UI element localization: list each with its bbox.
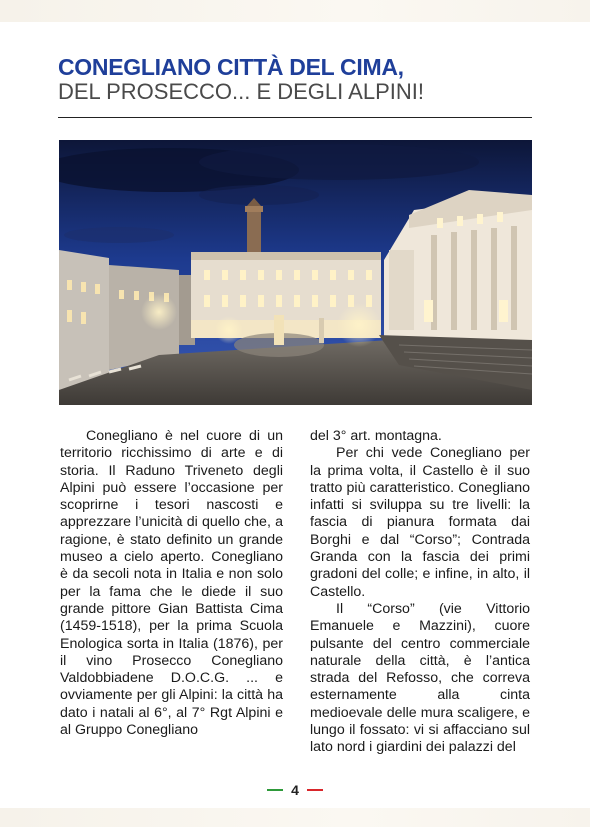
- body-paragraph: Conegliano è nel cuore di un territorio ricchissimo di arte e di storia. Il Raduno Triveneto degli Alpini può essere l’occasione per scoprirne i tesori nascosti e apprezzare l’unicità di quello che, a ragione, è stato definito un grande museo a cielo aperto. Conegliano è da secoli nota in Italia e non solo per la fama che le diede il suo grande pittore Gian Battista Cima (1459-1518), per la prima Scuola Enologica sorta in Italia (1876), per il vino Prosecco Conegliano Valdobbiadene D.O.C.G. ... e ovviamente per gli Alpini: la città ha dato i natali al 6°, al 7° Rgt Alpini e al Gruppo Conegliano: [60, 428, 283, 739]
- page-number: 4: [291, 782, 299, 798]
- text-column-right: [310, 428, 530, 757]
- title-divider: [58, 117, 532, 118]
- page-subtitle: DEL PROSECCO... E DEGLI ALPINI!: [58, 79, 424, 104]
- body-paragraph-continuation: del 3° art. montagna.: [310, 428, 442, 444]
- body-paragraph: Il “Corso” (vie Vittorio Emanuele e Mazzini), cuore pulsante del centro commerciale naturale della città, è l’antica strada del Refosso, che correva esternamente alla cinta medioevale delle mura scaligere, e lungo il fossato: vi si affacciano sul lato nord i giardini dei palazzi del: [310, 600, 530, 756]
- text-column-left: [60, 428, 283, 739]
- piazza-night-photo: [59, 140, 532, 405]
- top-decorative-band: [0, 0, 590, 22]
- bottom-decorative-band: [0, 808, 590, 827]
- red-dash-decoration: [307, 789, 323, 791]
- page-title: CONEGLIANO CITTÀ DEL CIMA,: [58, 54, 404, 80]
- body-paragraph: Per chi vede Conegliano per la prima volta, il Castello è il suo tratto più caratteristico. Conegliano infatti si sviluppa su tre livelli: la fascia di pianura formata dai Borghi e dal “Corso”; Contrada Granda con la fascia dei primi gradoni del colle; e infine, in alto, il Castello.: [310, 445, 530, 600]
- page-footer: [0, 780, 590, 800]
- green-dash-decoration: [267, 789, 283, 791]
